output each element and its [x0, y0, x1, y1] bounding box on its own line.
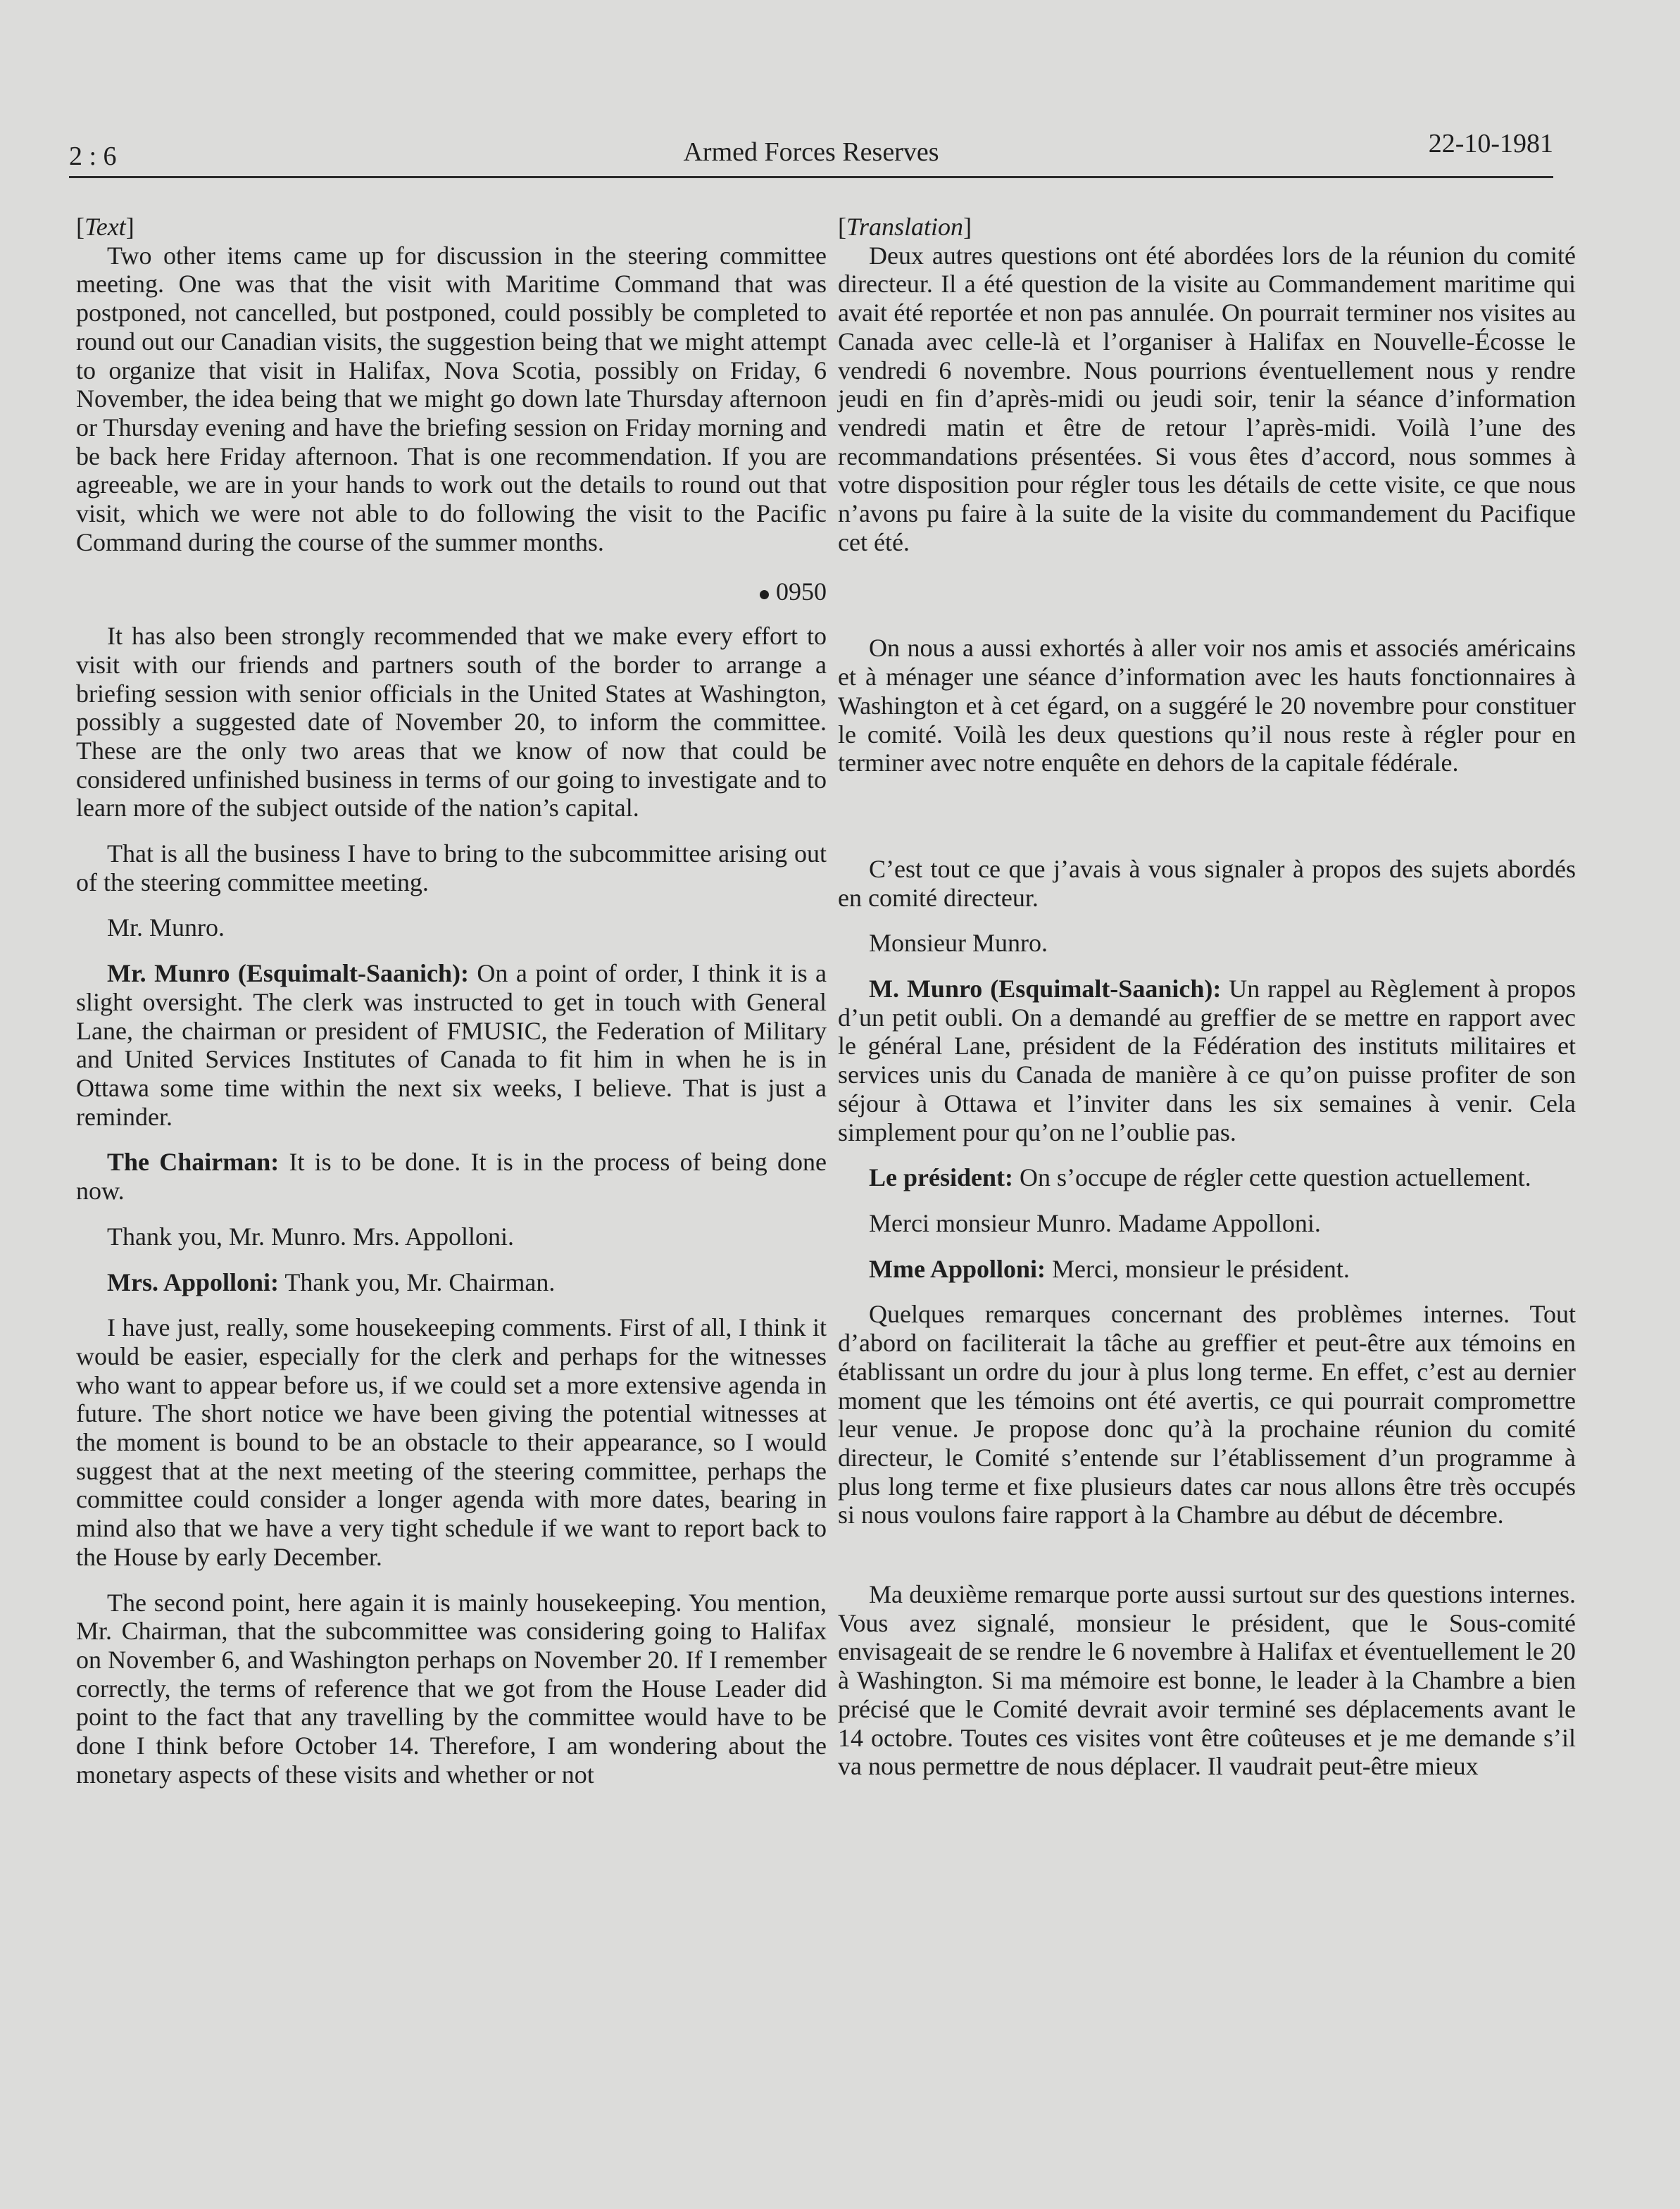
speech-text: On s’occupe de régler cette question actuellement. — [1013, 1163, 1531, 1192]
bullet-icon — [760, 590, 769, 599]
page-number: 2 : 6 — [69, 142, 117, 171]
speech-text: It is to be done. It is in the process of being done now. — [76, 1148, 827, 1206]
paragraph: It has also been strongly recommended that we make every effort to visit with our friends and partners south of the border to arrange a briefing session with senior officials in the United States at Washington, possibly a suggested date of November 20, to inform the committee. These are the only two areas that we know of now that could be considered unfinished business in terms of our going to investigate and to learn more of the subject outside of the nation’s capital. — [76, 622, 827, 822]
running-title: Armed Forces Reserves — [683, 137, 939, 167]
paragraph: I have just, really, some housekeeping comments. First of all, I think it would be easier, especially for the clerk and perhaps for the witnesses who want to appear before us, if we could set a more extensive agenda in future. The short notice we have been giving the potential witnesses at the moment is bound to be an obstacle to their appearance, so I would suggest that at the next meeting of the steering committee, perhaps the committee could consider a longer agenda with more dates, bearing in mind also that we have a very tight schedule if we want to report back to the House by early December. — [76, 1313, 827, 1571]
speaker-name: The Chairman: — [107, 1148, 280, 1177]
english-column — [76, 213, 827, 1789]
paragraph: Thank you, Mr. Munro. Mrs. Appolloni. — [107, 1222, 515, 1251]
paragraph: Two other items came up for discussion in the steering committee meeting. One was that the visit with Maritime Command that was postponed, not cancelled, but postponed, could possibly be completed to round out our Canadian visits, the suggestion being that we might attempt to organize that visit in Halifax, Nova Scotia, possibly on Friday, 6 November, the idea being that we might go down late Thursday afternoon or Thursday evening and have the briefing session on Friday morning and be back here Friday afternoon. That is one recommendation. If you are agreeable, we are in your hands to work out the details to round out that visit, which we were not able to do following the visit to the Pacific Command during the course of the summer months. — [76, 241, 827, 556]
speaker-paragraph — [838, 1163, 1576, 1192]
time-marker-label: 0950 — [776, 577, 827, 606]
paragraph: Deux autres questions ont été abordées lors de la réunion du comité directeur. Il a été question de la visite au Commandement maritime qui avait été reportée et non pas annulée. On pourrait terminer nos visites au Canada avec celle-là et l’organiser à Halifax en Nouvelle-Écosse le vendredi 6 novembre. Nous pourrions éventuellement nous y rendre jeudi en fin d’après-midi ou jeudi soir, tenir la séance d’information vendredi matin et être de retour l’après-midi. Voilà l’une des recommandations présentées. Si vous êtes d’accord, nous sommes à votre disposition pour régler tous les détails de cette visite, ce que nous n’avons pu faire à la suite de la visite du commandement du Pacifique cet été. — [838, 241, 1576, 556]
text-tag: [Text] — [76, 213, 134, 241]
speaker-name: Mme Appolloni: — [869, 1254, 1046, 1283]
paragraph: That is all the business I have to bring to the subcommittee arising out of the steering committee meeting. — [76, 839, 827, 896]
paragraph: C’est tout ce que j’avais à vous signaler à propos des sujets abordés en comité directeur. — [838, 854, 1576, 912]
paragraph: Merci monsieur Munro. Madame Appolloni. — [869, 1208, 1321, 1237]
paragraph: Monsieur Munro. — [869, 929, 1048, 958]
speaker-name: Mr. Munro (Esquimalt-Saanich): — [107, 959, 469, 988]
speaker-name: Le président: — [869, 1163, 1013, 1192]
translation-tag: [Translation] — [838, 213, 972, 241]
time-marker — [76, 577, 827, 606]
speaker-paragraph — [76, 1268, 827, 1297]
speaker-name: M. Munro (Esquimalt-Saanich): — [869, 975, 1222, 1003]
page-header — [69, 129, 1553, 178]
speaker-paragraph — [76, 1148, 827, 1205]
speech-text: On a point of order, I think it is a slight oversight. The clerk was instructed to get in touch with General Lane, the chairman or president of FMUSIC, the Federation of Military and United Services Institutes of Canada to fit him in when he is in Ottawa some time within the next six weeks, I believe. That is just a reminder. — [76, 959, 827, 1131]
speech-text: Thank you, Mr. Chairman. — [279, 1268, 556, 1296]
text-tag-label: Text — [84, 213, 126, 241]
french-column — [838, 213, 1576, 1781]
speaker-paragraph — [838, 1255, 1576, 1284]
paragraph: The second point, here again it is mainly housekeeping. You mention, Mr. Chairman, that the subcommittee was considering going to Halifax on November 6, and Washington perhaps on November 20. If I remember correctly, the terms of reference that we got from the House Leader did point to the fact that any travelling by the committee would have to be done I think before October 14. Therefore, I am wondering about the monetary aspects of these visits and whether or not — [76, 1588, 827, 1789]
speaker-paragraph — [838, 975, 1576, 1146]
paragraph: On nous a aussi exhortés à aller voir nos amis et associés américains et à ménager une séance d’information avec les hauts fonctionnaires à Washington et à cet égard, on a suggéré le 20 novembre pour constituer le comité. Voilà les deux questions qu’il nous reste à régler pour en terminer avec notre enquête en dehors de la capitale fédérale. — [838, 634, 1576, 777]
paragraph: Ma deuxième remarque porte aussi surtout sur des questions internes. Vous avez signalé, monsieur le président, que le Sous-comité envisageait de se rendre le 6 novembre à Halifax et éventuellement le 20 à Washington. Si ma mémoire est bonne, le leader à la Chambre a bien précisé que le Comité devrait avoir terminé ses déplacements avant le 14 octobre. Toutes ces visites vont être coûteuses et je me demande s’il va nous permettre de nous déplacer. Il vaudrait peut-être mieux — [838, 1580, 1576, 1781]
page-date: 22-10-1981 — [1428, 129, 1553, 158]
speech-text: Un rappel au Règlement à propos d’un petit oubli. On a demandé au greffier de se mettre en rapport avec le général Lane, président de la Fédération des instituts militaires et services unis du Canada de manière à ce qu’on puisse profiter de son séjour à Ottawa et l’inviter dans les six semaines à venir. Cela simplement pour qu’on ne l’oublie pas. — [838, 975, 1576, 1146]
speaker-name: Mrs. Appolloni: — [107, 1268, 280, 1296]
paragraph: Quelques remarques concernant des problèmes internes. Tout d’abord on faciliterait la tâche au greffier et peut-être aux témoins en établissant un ordre du jour à plus long terme. En effet, c’est au dernier moment que les témoins ont été avertis, ce qui pourrait compromettre leur venue. Je propose donc qu’à la prochaine réunion du comité directeur, le Comité s’entende sur l’établissement d’un programme à plus long terme et fixe plusieurs dates car nous allons être très occupés si nous voulons faire rapport à la Chambre au début de décembre. — [838, 1300, 1576, 1529]
speaker-paragraph — [76, 959, 827, 1131]
paragraph: Mr. Munro. — [107, 913, 225, 942]
translation-tag-label: Translation — [846, 213, 964, 241]
speech-text: Merci, monsieur le président. — [1046, 1254, 1350, 1283]
